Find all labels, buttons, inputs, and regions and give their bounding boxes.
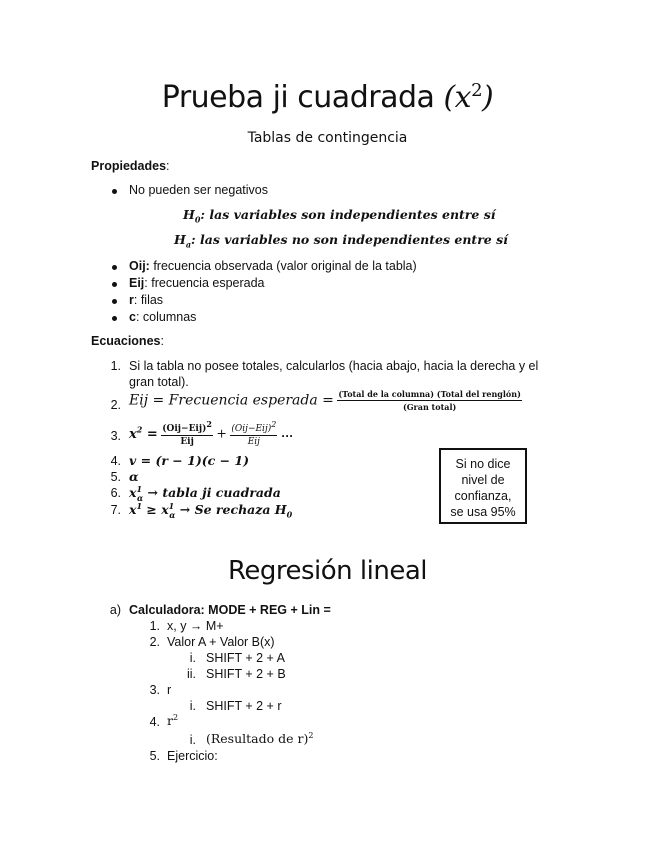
list-number: 5. <box>149 749 160 763</box>
eq-number: 7. <box>110 503 121 517</box>
reg-item-1: x, y → M+ <box>167 619 224 633</box>
hypothesis-h0: $H_0$: las variables son independientes entre sí <box>183 207 496 225</box>
reg-item-4-i: (Resultado de r)$^2$ <box>206 731 314 747</box>
reg-item-3-i: SHIFT + 2 + r <box>206 699 282 713</box>
note-line: confianza, <box>454 489 512 503</box>
page-subtitle: Tablas de contingencia <box>247 130 408 146</box>
list-roman: i. <box>189 699 196 713</box>
eq-6-tabla: $x^1_\alpha$ → tabla ji cuadrada <box>129 484 281 503</box>
bullet-dot <box>112 299 117 304</box>
bullet-dot <box>112 265 117 270</box>
eq-3-chi-square: $x^2$ = $\frac{(Oij-Eij)^2}{\text{Eij}}$ + $\frac{(Oij-Eij)^2}{\text{Eij}}$ … <box>129 419 294 447</box>
note-line: se usa 95% <box>450 505 516 519</box>
eq-number: 2. <box>110 398 121 412</box>
confidence-note-box <box>439 448 527 524</box>
prop-item-negativos: No pueden ser negativos <box>129 183 268 197</box>
eq-number: 6. <box>110 486 121 500</box>
list-number: 4. <box>149 715 160 729</box>
prop-item-eij: Eij: frecuencia esperada <box>129 276 265 290</box>
list-number: 2. <box>149 635 160 649</box>
title-math: $(x^2)$ <box>443 80 494 115</box>
eq-1-line2: gran total). <box>129 375 189 389</box>
bullet-dot <box>112 316 117 321</box>
reg-item-2-i: SHIFT + 2 + A <box>206 651 285 665</box>
prop-item-oij: Oij: frecuencia observada (valor original de la tabla) <box>129 259 417 273</box>
title-text: Prueba ji cuadrada <box>161 80 435 115</box>
eq-number: 5. <box>110 470 121 484</box>
bullet-dot <box>112 282 117 287</box>
reg-item-3: r <box>167 683 172 697</box>
list-number: 3. <box>149 683 160 697</box>
hypothesis-ha: $H_a$: las variables no son independientes entre sí <box>174 232 508 250</box>
reg-item-4: $r^2$ <box>167 713 179 729</box>
eq-7-rechazo: $x^1 \ge x^1_\alpha \to Se$ rechaza $H_0$ <box>129 501 293 520</box>
eq-4-grados-libertad: v = (r − 1)(c − 1) <box>129 453 250 468</box>
eq-number: 3. <box>110 429 121 443</box>
list-roman: i. <box>189 651 196 665</box>
eq-number: 1. <box>110 359 121 373</box>
list-roman: i. <box>189 733 196 747</box>
note-line: nivel de <box>461 473 505 487</box>
list-number: 1. <box>149 619 160 633</box>
note-line: Si no dice <box>455 457 511 471</box>
eq-number: 4. <box>110 454 121 468</box>
calculadora-heading: Calculadora: MODE + REG + Lin = <box>129 603 331 617</box>
reg-item-2: Valor A + Valor B(x) <box>167 635 275 649</box>
prop-item-r: r: filas <box>129 293 164 307</box>
reg-item-2-ii: SHIFT + 2 + B <box>206 667 286 681</box>
eq-1-line1: Si la tabla no posee totales, calcularlos (hacia abajo, hacia la derecha y el <box>129 359 539 373</box>
ecuaciones-heading: Ecuaciones: <box>91 334 164 348</box>
eq-5-alpha: α <box>129 469 139 484</box>
reg-item-5: Ejercicio: <box>167 749 218 763</box>
list-roman: ii. <box>186 667 196 681</box>
bullet-dot <box>112 189 117 194</box>
page-title <box>0 80 655 115</box>
eq-2-frecuencia-esperada: Eij = Frecuencia esperada = $\frac{\text{(Total de la columna) (Total del renglón)}}{\text{(Gran total)}}$ <box>129 389 521 412</box>
section-title-regresion: Regresión lineal <box>227 556 427 586</box>
list-label: a) <box>109 603 121 617</box>
propiedades-heading: Propiedades: <box>91 159 170 173</box>
prop-item-c: c: columnas <box>129 310 197 324</box>
